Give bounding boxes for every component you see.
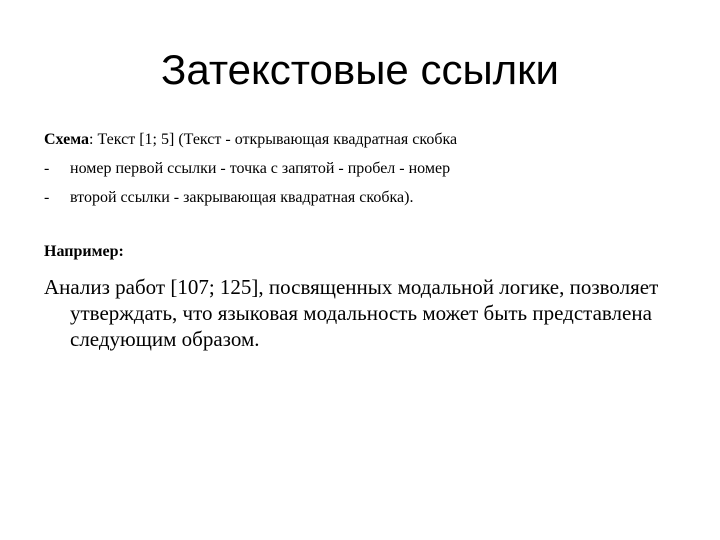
example-text: Анализ работ [107; 125], посвященных модальной логике, позволяет утверждать, что языковая модальность может быть представлена следующим образом.	[44, 275, 659, 351]
dash-bullet: -	[44, 160, 50, 177]
scheme-line-2: второй ссылки - закрывающая квадратная скобка).	[70, 189, 414, 206]
scheme-text: : Текст [1; 5] (Текст - открывающая квадратная скобка	[89, 131, 458, 148]
scheme-dash-line-2	[44, 188, 684, 208]
slide-title: Затекстовые ссылки	[161, 46, 559, 93]
scheme-line	[44, 130, 684, 150]
scheme-dash-line-1	[44, 159, 684, 179]
slide-body	[44, 130, 684, 352]
scheme-label: Схема	[44, 131, 90, 148]
dash-bullet: -	[44, 189, 50, 206]
example-heading: Например:	[44, 243, 124, 260]
scheme-line-1: номер первой ссылки - точка с запятой - пробел - номер	[70, 160, 451, 177]
